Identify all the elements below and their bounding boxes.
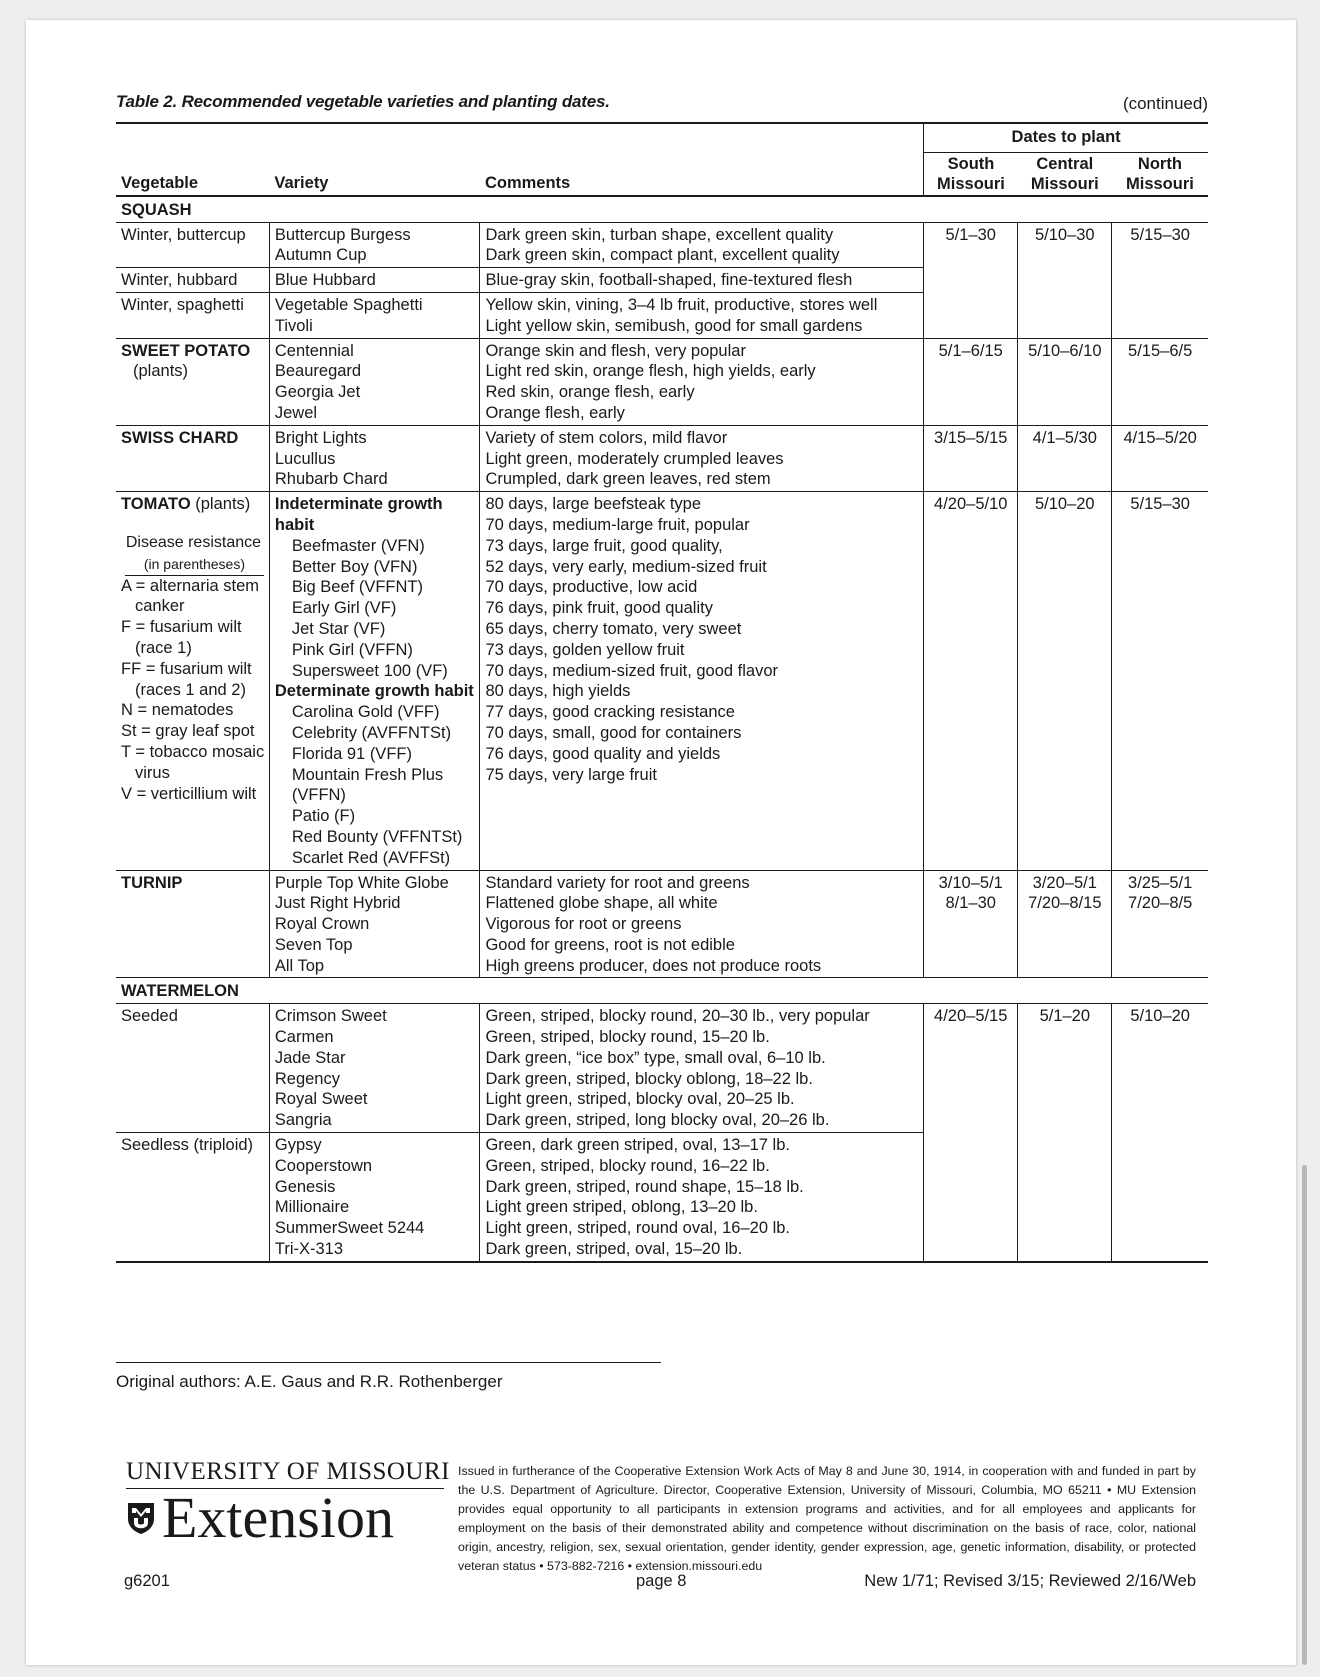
variety: Better Boy (VFN)	[291, 557, 418, 576]
variety: Just Right Hybrid	[274, 894, 401, 913]
comment: Dark green skin, turban shape, excellent quality	[485, 225, 834, 244]
comment: Vigorous for root or greens	[485, 915, 682, 934]
comment: Standard variety for root and greens	[485, 873, 750, 892]
variety: Lucullus	[274, 449, 336, 468]
col-central-missouri: Central Missouri	[1030, 154, 1099, 193]
variety: Beauregard	[274, 362, 362, 381]
col-south-missouri: South Missouri	[924, 152, 1018, 196]
comment: Orange skin and flesh, very popular	[485, 341, 746, 360]
legend-heading: Disease resistance	[125, 533, 262, 551]
variety: Carolina Gold (VFF)	[291, 703, 440, 722]
vegetable-subtitle: (plants)	[195, 495, 251, 514]
variety: Celebrity (AVFFNTSt)	[291, 723, 452, 742]
table-row	[116, 492, 1208, 870]
variety: Royal Sweet	[274, 1090, 368, 1109]
comment: Flattened globe shape, all white	[485, 894, 718, 913]
comment: Dark green skin, compact plant, excellent quality	[485, 246, 840, 265]
comment: Dark green, striped, oval, 15–20 lb.	[485, 1240, 743, 1259]
variety: Florida 91 (VFF)	[291, 744, 412, 763]
variety: Seven Top	[274, 935, 353, 954]
variety: Millionaire	[274, 1198, 350, 1217]
date-north: 4/15–5/20	[1112, 425, 1208, 491]
date-north: 7/20–8/5	[1128, 894, 1193, 913]
date-central: 3/20–5/1	[1032, 873, 1097, 892]
date-south: 5/1–30	[924, 222, 1018, 338]
date-south: 3/15–5/15	[924, 425, 1018, 491]
date-central: 5/1–20	[1018, 1004, 1112, 1262]
comment: 52 days, very early, medium-sized fruit	[485, 557, 767, 576]
comment: 76 days, good quality and yields	[485, 744, 721, 763]
group-squash: SQUASH	[121, 200, 192, 219]
comment: Light green, moderately crumpled leaves	[485, 449, 784, 468]
legend-item: A = alternaria stem	[121, 576, 260, 595]
variety: Genesis	[274, 1177, 336, 1196]
legend-item: St = gray leaf spot	[121, 722, 255, 741]
comment: 70 days, medium-large fruit, popular	[485, 515, 750, 534]
legend-item: V = verticillium wilt	[121, 784, 257, 803]
date-south: 4/20–5/15	[924, 1004, 1018, 1262]
comment: Dark green, striped, round shape, 15–18 lb.	[485, 1177, 804, 1196]
comment: 70 days, productive, low acid	[485, 578, 698, 597]
legend-item: (races 1 and 2)	[135, 680, 246, 699]
logo-extension-text: Extension	[162, 1485, 394, 1550]
growth-habit-heading: Determinate growth habit	[274, 682, 474, 701]
comment: 70 days, small, good for containers	[485, 723, 742, 742]
col-north-missouri: North Missouri	[1125, 154, 1194, 193]
variety: Red Bounty (VFFNTSt)	[291, 827, 463, 846]
comment: Dark green, striped, blocky oblong, 18–22 lb.	[485, 1069, 813, 1088]
comment: 77 days, good cracking resistance	[485, 703, 735, 722]
mu-shield-icon	[126, 1501, 156, 1535]
variety: Royal Crown	[274, 915, 370, 934]
comment: Dark green, striped, long blocky oval, 20–26 lb.	[485, 1111, 830, 1130]
date-south: 5/1–6/15	[924, 338, 1018, 425]
dates-to-plant-header: Dates to plant	[924, 123, 1208, 152]
variety: Tri-X-313	[274, 1240, 344, 1259]
variety: Patio (F)	[291, 807, 356, 826]
col-vegetable: Vegetable	[121, 174, 199, 192]
vegetable-cell: Winter, buttercup	[121, 225, 246, 244]
comment: Good for greens, root is not edible	[485, 935, 735, 954]
variety: Bright Lights	[274, 428, 367, 447]
legend-item: N = nematodes	[121, 701, 234, 720]
date-south: 4/20–5/10	[924, 492, 1018, 870]
date-north: 5/15–30	[1112, 222, 1208, 338]
comment: Crumpled, dark green leaves, red stem	[485, 470, 771, 489]
comment: Dark green, “ice box” type, small oval, 6–10 lb.	[485, 1048, 826, 1067]
date-central: 7/20–8/15	[1028, 894, 1102, 913]
date-north: 5/10–20	[1112, 1004, 1208, 1262]
variety: Gypsy	[274, 1136, 322, 1155]
vegetable-cell: Winter, hubbard	[116, 268, 269, 293]
footnote-rule	[116, 1362, 661, 1363]
comment: Yellow skin, vining, 3–4 lb fruit, productive, stores well	[485, 295, 878, 314]
date-central: 5/10–6/10	[1018, 338, 1112, 425]
variety: Vegetable Spaghetti	[274, 295, 423, 314]
col-comments: Comments	[484, 174, 571, 192]
original-authors: Original authors: A.E. Gaus and R.R. Rothenberger	[116, 1372, 503, 1391]
comment: Variety of stem colors, mild flavor	[485, 428, 728, 447]
comment: Red skin, orange flesh, early	[485, 383, 695, 402]
variety: SummerSweet 5244	[274, 1219, 425, 1238]
variety: Jade Star	[274, 1048, 346, 1067]
date-north: 3/25–5/1	[1128, 873, 1193, 892]
variety: Crimson Sweet	[274, 1007, 387, 1026]
legend-item: canker	[135, 597, 185, 616]
variety: Early Girl (VF)	[291, 599, 397, 618]
variety: Centennial	[274, 341, 354, 360]
comment: Light green striped, oblong, 13–20 lb.	[485, 1198, 758, 1217]
comment: 80 days, large beefsteak type	[485, 495, 702, 514]
variety: Tivoli	[274, 316, 313, 335]
date-north: 5/15–30	[1112, 492, 1208, 870]
variety: Regency	[274, 1069, 340, 1088]
legend-item: (race 1)	[135, 638, 192, 657]
table-row	[116, 870, 1208, 978]
continued-label: (continued)	[1122, 94, 1208, 113]
table-row	[116, 222, 1208, 268]
vegetable-cell: Seeded	[121, 1007, 178, 1026]
table-row	[116, 425, 1208, 491]
comment: 73 days, large fruit, good quality,	[485, 536, 723, 555]
legend-item: T = tobacco mosaic	[121, 742, 265, 761]
vegetable-cell: TOMATO	[121, 495, 191, 514]
comment: Light red skin, orange flesh, high yields, early	[485, 362, 816, 381]
variety: Sangria	[274, 1111, 332, 1130]
comment: Green, dark green striped, oval, 13–17 lb.	[485, 1136, 790, 1155]
variety: Pink Girl (VFFN)	[291, 640, 413, 659]
comment: Orange flesh, early	[485, 403, 625, 422]
variety: Jet Star (VF)	[291, 619, 386, 638]
scrollbar-thumb[interactable]	[1302, 1165, 1307, 1665]
comment: Blue-gray skin, football-shaped, fine-textured flesh	[480, 268, 924, 293]
comment: Light yellow skin, semibush, good for small gardens	[485, 316, 863, 335]
comment: 76 days, pink fruit, good quality	[485, 599, 713, 618]
variety: Scarlet Red (AVFFSt)	[291, 848, 451, 867]
comment: High greens producer, does not produce roots	[485, 956, 822, 975]
variety: Blue Hubbard	[269, 268, 480, 293]
variety: Buttercup Burgess	[274, 225, 411, 244]
vegetable-cell: TURNIP	[116, 870, 269, 978]
vegetable-cell: SWISS CHARD	[116, 425, 269, 491]
growth-habit-heading: Indeterminate growth habit	[274, 495, 443, 534]
mu-extension-logo	[126, 1458, 450, 1550]
vegetable-table	[116, 122, 1208, 1263]
legend-item: F = fusarium wilt	[121, 618, 242, 637]
legend-subheading: (in parentheses)	[125, 554, 264, 576]
vegetable-cell: Seedless (triploid)	[116, 1133, 269, 1262]
variety: Autumn Cup	[274, 246, 367, 265]
vegetable-cell: SWEET POTATO	[121, 341, 251, 360]
variety: Rhubarb Chard	[274, 470, 388, 489]
date-south: 8/1–30	[945, 894, 996, 913]
table-row	[116, 1004, 1208, 1133]
comment: Light green, striped, round oval, 16–20 lb.	[485, 1219, 791, 1238]
comment: 80 days, high yields	[485, 682, 631, 701]
variety: Jewel	[274, 403, 318, 422]
date-south: 3/10–5/1	[938, 873, 1003, 892]
date-central: 5/10–30	[1018, 222, 1112, 338]
variety: Beefmaster (VFN)	[291, 536, 425, 555]
date-north: 5/15–6/5	[1112, 338, 1208, 425]
variety: Mountain Fresh Plus (VFFN)	[291, 765, 444, 805]
variety: All Top	[274, 956, 325, 975]
variety: Purple Top White Globe	[274, 873, 449, 892]
vegetable-subtitle: (plants)	[133, 362, 189, 381]
legend-item: virus	[135, 763, 170, 782]
legend-item: FF = fusarium wilt	[121, 659, 252, 678]
legal-notice: Issued in furtherance of the Cooperative Extension Work Acts of May 8 and June 30, 1914, in cooperation with and funded in part by the U.S. Department of Agriculture. Director, Cooperative Extension, University of Missouri, Columbia, MO 65211 • MU Extension provides equal opportunity to all participants in extension programs and activities, and for all employees and applicants for employment on the basis of their demonstrated ability and competence without discrimination on the basis of race, color, national origin, ancestry, religion, sex, sexual orientation, gender identity, gender expression, age, genetic information, disability, or protected veteran status • 573-882-7216 • extension.missouri.edu	[458, 1464, 1196, 1573]
variety: Supersweet 100 (VF)	[291, 661, 448, 680]
comment: Green, striped, blocky round, 16–22 lb.	[485, 1156, 770, 1175]
group-watermelon: WATERMELON	[116, 978, 1208, 1004]
page-number: page 8	[636, 1572, 687, 1590]
variety: Georgia Jet	[274, 383, 361, 402]
date-central: 4/1–5/30	[1018, 425, 1112, 491]
table-title: Table 2. Recommended vegetable varieties and planting dates.	[116, 92, 610, 111]
comment: 70 days, medium-sized fruit, good flavor	[485, 661, 779, 680]
logo-university-text: UNIVERSITY OF MISSOURI	[126, 1458, 444, 1489]
variety: Cooperstown	[274, 1156, 373, 1175]
comment: Green, striped, blocky round, 20–30 lb., very popular	[485, 1007, 870, 1026]
variety: Big Beef (VFFNT)	[291, 578, 423, 597]
comment: Light green, striped, blocky oval, 20–25 lb.	[485, 1090, 795, 1109]
comment: 73 days, golden yellow fruit	[485, 640, 685, 659]
variety: Carmen	[274, 1028, 334, 1047]
comment: 65 days, cherry tomato, very sweet	[485, 619, 742, 638]
revision-history: New 1/71; Revised 3/15; Reviewed 2/16/Web	[864, 1572, 1196, 1590]
comment: 75 days, very large fruit	[485, 765, 657, 784]
comment: Green, striped, blocky round, 15–20 lb.	[485, 1028, 770, 1047]
vegetable-cell: Winter, spaghetti	[116, 292, 269, 338]
table-row	[116, 338, 1208, 425]
publication-number: g6201	[124, 1572, 170, 1590]
date-central: 5/10–20	[1018, 492, 1112, 870]
col-variety: Variety	[274, 174, 329, 192]
